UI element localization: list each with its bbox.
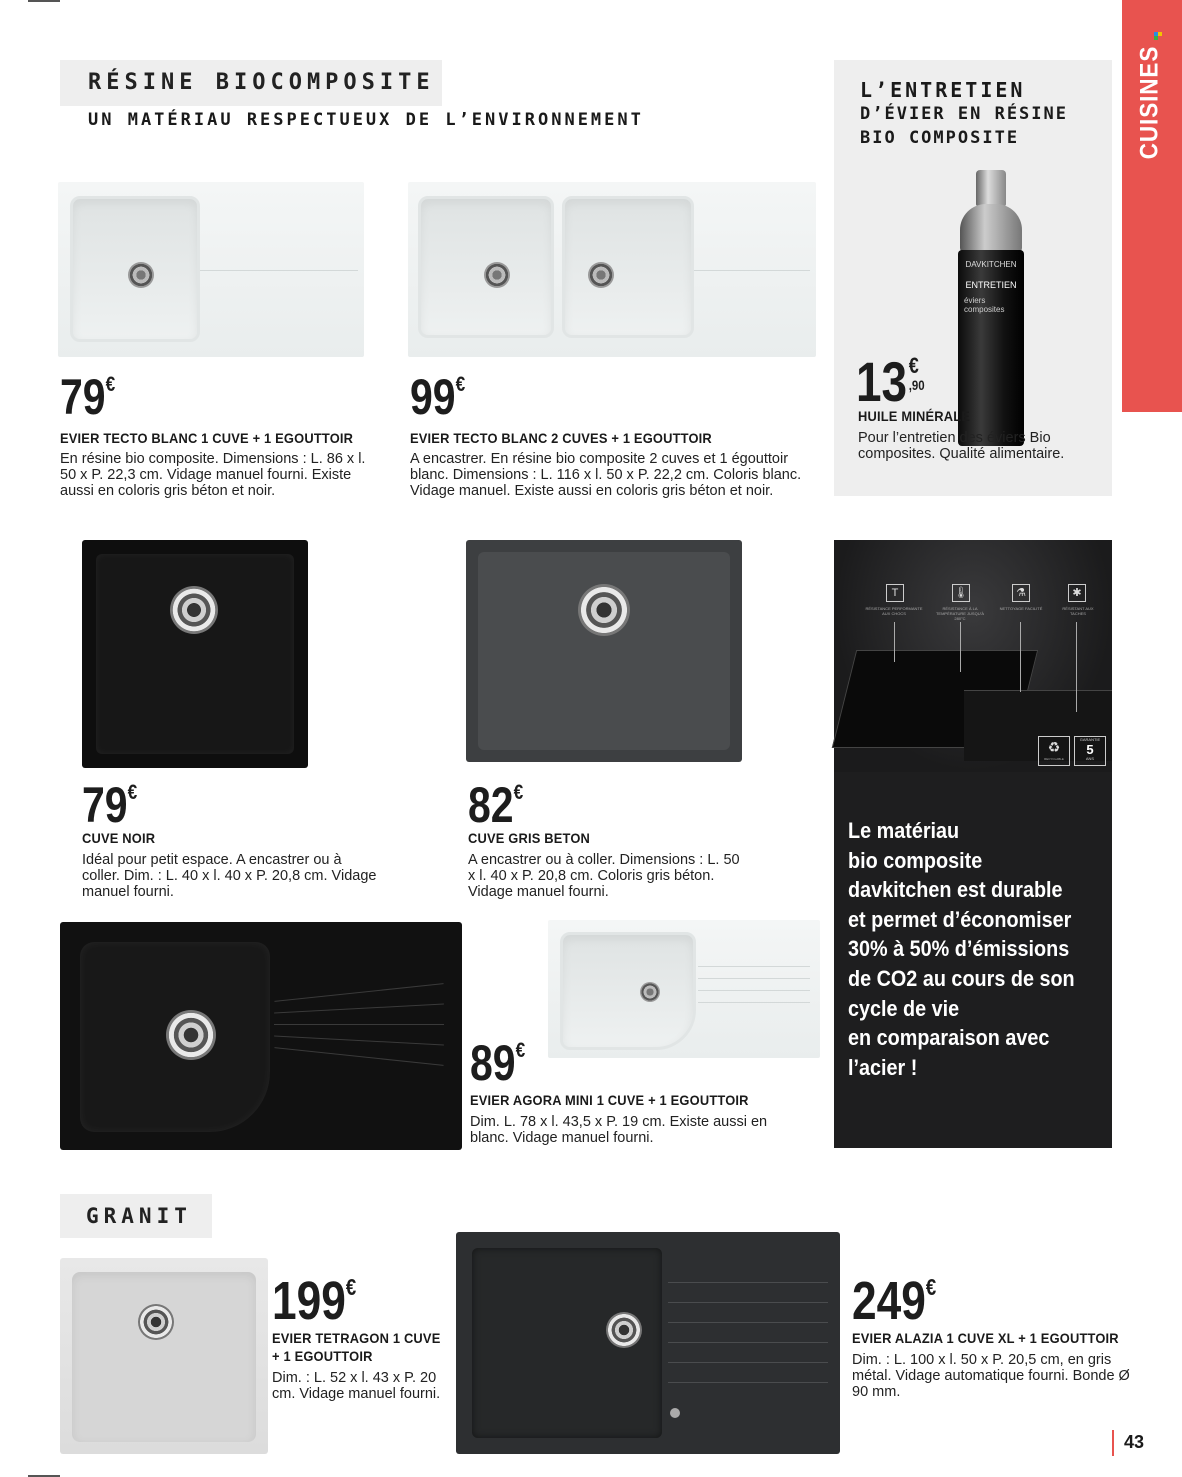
features-photo <box>834 540 1112 772</box>
price-huile <box>856 350 925 413</box>
temperature-icon: 🌡 <box>952 584 970 602</box>
sink-image-tetragon <box>60 1258 268 1454</box>
maintenance-title-2: D’ÉVIER EN RÉSINE <box>860 104 1068 124</box>
product-desc-tetragon: Dim. : L. 52 x l. 43 x P. 20 cm. Vidage manuel fourni. <box>272 1370 441 1402</box>
feature-label-1: RÉSISTANCE PERFORMANTE AUX CHOCS <box>865 606 923 616</box>
garantie-badge: GARANTIE 5 ANS <box>1074 736 1106 766</box>
maintenance-panel <box>834 60 1112 496</box>
product-desc-huile: Pour l’entretien des éviers Bio composites. Qualité alimentaire. <box>858 430 1065 462</box>
price-tecto-2: 99 € <box>410 369 466 425</box>
section-title-resine: RÉSINE BIOCOMPOSITE <box>60 60 442 106</box>
price-cuve-gris: 82 € <box>468 777 524 833</box>
product-title-cuve-gris: CUVE GRIS BETON <box>468 830 591 846</box>
product-title-tetragon-2: + 1 EGOUTTOIR <box>272 1348 373 1364</box>
product-desc-tecto-2: A encastrer. En résine bio composite 2 cuves et 1 égouttoir blanc. Dimensions : L. 116 x l. 50 x P. 22,2 cm. Coloris blanc. Vidage manuel. Existe aussi en coloris gris béton et noir. <box>410 451 802 499</box>
price-currency: € <box>908 353 919 378</box>
stain-resistant-icon: ✱ <box>1068 584 1086 602</box>
page-number: 43 <box>1124 1432 1145 1452</box>
oil-bottle-image <box>952 170 1030 446</box>
feature-label-2: RÉSISTANCE À LA TEMPÉRATURE JUSQU'À 280°C <box>935 606 985 621</box>
corner-mark <box>28 0 60 2</box>
sink-image-tecto-2 <box>408 182 816 357</box>
product-title-tecto-1: EVIER TECTO BLANC 1 CUVE + 1 EGOUTTOIR <box>60 430 354 446</box>
price-alazia: 249 € <box>852 1271 937 1331</box>
product-title-huile: HUILE MINÉRALE <box>858 408 971 424</box>
easy-clean-icon: ⚗ <box>1012 584 1030 602</box>
sink-image-agora <box>548 920 820 1058</box>
bottle-brand: DAVKITCHEN <box>965 260 1017 269</box>
page-number-divider <box>1112 1430 1114 1456</box>
product-desc-tecto-1: En résine bio composite. Dimensions : L. 86 x l. 50 x P. 22,3 cm. Vidage manuel fourni. Existe aussi en coloris gris béton et noir. <box>60 451 366 499</box>
product-title-agora: EVIER AGORA MINI 1 CUVE + 1 EGOUTTOIR <box>470 1092 749 1108</box>
bottle-text: éviers composites <box>964 296 1005 314</box>
price-cents: ,90 <box>908 377 925 393</box>
color-dots-icon <box>1154 32 1162 40</box>
price-tecto-1: 79 € <box>60 369 116 425</box>
price-tetragon: 199 € <box>272 1271 357 1331</box>
product-desc-cuve-noir: Idéal pour petit espace. A encastrer ou à coller. Dim. : L. 40 x l. 40 x P. 20,8 cm. Vidage manuel fourni. <box>82 852 377 900</box>
feature-label-4: RÉSISTANT AUX TACHES <box>1062 606 1094 616</box>
product-desc-alazia: Dim. : L. 100 x l. 50 x P. 20,5 cm, en gris métal. Vidage automatique fourni. Bonde Ø 90 mm. <box>852 1352 1130 1400</box>
product-title-tetragon-1: EVIER TETRAGON 1 CUVE <box>272 1330 441 1346</box>
product-title-alazia: EVIER ALAZIA 1 CUVE XL + 1 EGOUTTOIR <box>852 1330 1119 1346</box>
product-desc-agora: Dim. L. 78 x l. 43,5 x P. 19 cm. Existe aussi en blanc. Vidage manuel fourni. <box>470 1114 768 1146</box>
side-tab <box>1122 0 1182 412</box>
sink-image-cuve-gris <box>466 540 742 762</box>
sink-image-tecto-1 <box>58 182 364 357</box>
product-title-cuve-noir: CUVE NOIR <box>82 830 156 846</box>
feature-label-3: NETTOYAGE FACILITÉ <box>999 606 1043 611</box>
features-panel <box>834 540 1112 1148</box>
sink-image-black-drainer <box>60 922 462 1150</box>
recyclable-badge: ♻ RECYCLABLE <box>1038 736 1070 766</box>
eco-text: Le matériau bio composite davkitchen est durable et permet d’économiser 30% à 50% d’émissions de CO2 au cours de son cycle de vie en comparaison avec l’acier ! <box>848 818 1075 1080</box>
shock-resistant-icon: T <box>886 584 904 602</box>
maintenance-title-3: BIO COMPOSITE <box>860 128 1020 148</box>
sink-image-cuve-noir <box>82 540 308 768</box>
price-agora: 89 € <box>470 1035 526 1091</box>
price-cuve-noir: 79 € <box>82 777 138 833</box>
price-value: 13 <box>856 350 908 413</box>
bottle-label: ENTRETIEN <box>965 280 1017 290</box>
section-title-granit: GRANIT <box>60 1194 212 1238</box>
section-subtitle: UN MATÉRIAU RESPECTUEUX DE L’ENVIRONNEMENT <box>88 110 644 130</box>
product-desc-cuve-gris: A encastrer ou à coller. Dimensions : L. 50 x l. 40 x P. 20,8 cm. Coloris gris béton. Vidage manuel fourni. <box>468 852 740 900</box>
sink-image-alazia <box>456 1232 840 1454</box>
side-tab-label: CUISINES <box>1135 45 1164 160</box>
maintenance-title-1: L’ENTRETIEN <box>860 78 1026 102</box>
product-title-tecto-2: EVIER TECTO BLANC 2 CUVES + 1 EGOUTTOIR <box>410 430 712 446</box>
